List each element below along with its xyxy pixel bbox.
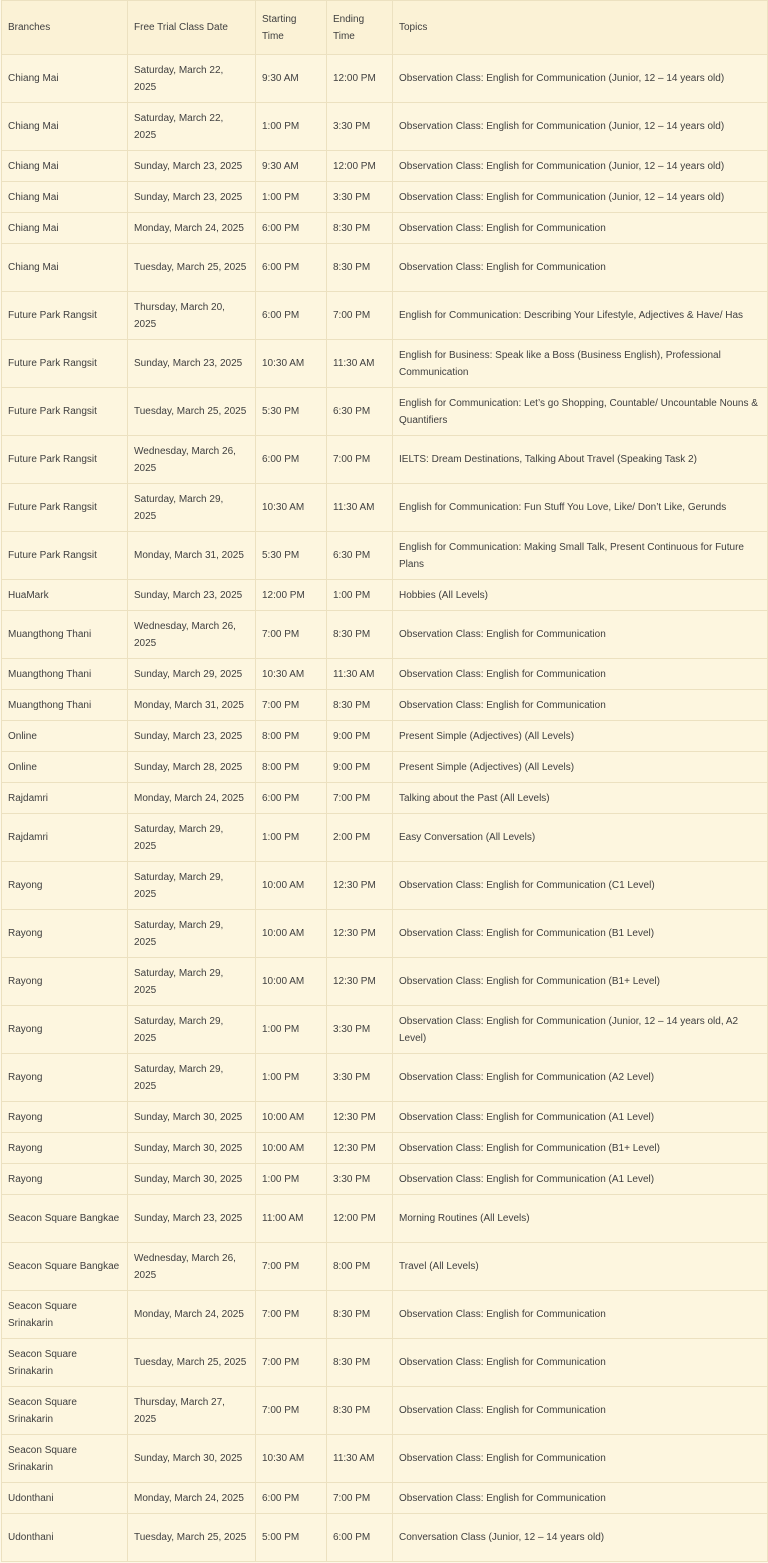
cell-date: Sunday, March 30, 2025 <box>128 1435 256 1483</box>
cell-topic: Observation Class: English for Communication <box>393 1435 768 1483</box>
cell-topic: Observation Class: English for Communication (B1 Level) <box>393 910 768 958</box>
cell-end-time: 9:00 PM <box>327 752 393 783</box>
cell-topic: Observation Class: English for Communication <box>393 1291 768 1339</box>
cell-end-time: 11:30 AM <box>327 1435 393 1483</box>
table-row <box>2 244 768 292</box>
cell-topic: Observation Class: English for Communication <box>393 1387 768 1435</box>
table-row <box>2 103 768 151</box>
cell-topic: Observation Class: English for Communication <box>393 1339 768 1387</box>
cell-start-time: 10:30 AM <box>256 1435 327 1483</box>
cell-branch: Future Park Rangsit <box>2 436 128 484</box>
cell-branch: Rayong <box>2 958 128 1006</box>
cell-topic: Observation Class: English for Communication <box>393 659 768 690</box>
cell-date: Sunday, March 23, 2025 <box>128 151 256 182</box>
cell-start-time: 6:00 PM <box>256 213 327 244</box>
table-row <box>2 1243 768 1291</box>
cell-branch: Udonthani <box>2 1514 128 1562</box>
cell-end-time: 11:30 AM <box>327 484 393 532</box>
cell-topic: Conversation Class (Junior, 12 – 14 years old) <box>393 1514 768 1562</box>
cell-branch: Chiang Mai <box>2 151 128 182</box>
cell-date: Tuesday, March 25, 2025 <box>128 1339 256 1387</box>
cell-start-time: 5:30 PM <box>256 388 327 436</box>
cell-topic: Observation Class: English for Communication (A1 Level) <box>393 1164 768 1195</box>
cell-end-time: 8:30 PM <box>327 1387 393 1435</box>
cell-start-time: 7:00 PM <box>256 611 327 659</box>
cell-branch: Seacon Square Srinakarin <box>2 1291 128 1339</box>
cell-start-time: 10:00 AM <box>256 958 327 1006</box>
cell-end-time: 6:00 PM <box>327 1514 393 1562</box>
table-row <box>2 1387 768 1435</box>
cell-start-time: 1:00 PM <box>256 103 327 151</box>
cell-topic: English for Communication: Let’s go Shopping, Countable/ Uncountable Nouns & Quantifiers <box>393 388 768 436</box>
cell-branch: Chiang Mai <box>2 244 128 292</box>
cell-date: Saturday, March 22, 2025 <box>128 103 256 151</box>
cell-branch: Future Park Rangsit <box>2 292 128 340</box>
header-branches: Branches <box>2 1 128 55</box>
cell-date: Sunday, March 29, 2025 <box>128 659 256 690</box>
cell-date: Saturday, March 29, 2025 <box>128 814 256 862</box>
cell-start-time: 7:00 PM <box>256 1339 327 1387</box>
cell-date: Tuesday, March 25, 2025 <box>128 1514 256 1562</box>
cell-date: Sunday, March 28, 2025 <box>128 752 256 783</box>
cell-branch: Rajdamri <box>2 814 128 862</box>
cell-end-time: 12:30 PM <box>327 910 393 958</box>
cell-end-time: 12:00 PM <box>327 151 393 182</box>
cell-start-time: 5:00 PM <box>256 1514 327 1562</box>
cell-start-time: 7:00 PM <box>256 1243 327 1291</box>
cell-branch: Chiang Mai <box>2 182 128 213</box>
cell-topic: Observation Class: English for Communication <box>393 1483 768 1514</box>
table-body <box>2 55 768 1562</box>
cell-topic: Present Simple (Adjectives) (All Levels) <box>393 752 768 783</box>
cell-topic: Travel (All Levels) <box>393 1243 768 1291</box>
cell-branch: Future Park Rangsit <box>2 532 128 580</box>
cell-start-time: 10:00 AM <box>256 1102 327 1133</box>
cell-branch: Muangthong Thani <box>2 611 128 659</box>
table-header <box>2 1 768 55</box>
table-row <box>2 659 768 690</box>
table-row <box>2 752 768 783</box>
header-row <box>2 1 768 55</box>
cell-start-time: 1:00 PM <box>256 1164 327 1195</box>
cell-start-time: 1:00 PM <box>256 1006 327 1054</box>
cell-date: Saturday, March 22, 2025 <box>128 55 256 103</box>
cell-branch: Online <box>2 721 128 752</box>
cell-date: Thursday, March 27, 2025 <box>128 1387 256 1435</box>
cell-start-time: 7:00 PM <box>256 690 327 721</box>
cell-end-time: 3:30 PM <box>327 103 393 151</box>
cell-end-time: 8:30 PM <box>327 690 393 721</box>
cell-topic: Observation Class: English for Communication (Junior, 12 – 14 years old) <box>393 55 768 103</box>
cell-end-time: 12:30 PM <box>327 862 393 910</box>
table-row <box>2 1006 768 1054</box>
table-row <box>2 721 768 752</box>
table-row <box>2 1054 768 1102</box>
cell-topic: Morning Routines (All Levels) <box>393 1195 768 1243</box>
cell-topic: Observation Class: English for Communication (B1+ Level) <box>393 1133 768 1164</box>
cell-branch: Rajdamri <box>2 783 128 814</box>
table-row <box>2 532 768 580</box>
cell-topic: English for Business: Speak like a Boss (Business English), Professional Communication <box>393 340 768 388</box>
cell-branch: Future Park Rangsit <box>2 484 128 532</box>
cell-date: Monday, March 31, 2025 <box>128 690 256 721</box>
table-row <box>2 213 768 244</box>
cell-start-time: 5:30 PM <box>256 532 327 580</box>
cell-topic: Observation Class: English for Communication (Junior, 12 – 14 years old) <box>393 103 768 151</box>
table-row <box>2 292 768 340</box>
cell-end-time: 9:00 PM <box>327 721 393 752</box>
cell-start-time: 10:30 AM <box>256 659 327 690</box>
cell-start-time: 6:00 PM <box>256 244 327 292</box>
cell-branch: Chiang Mai <box>2 103 128 151</box>
free-trial-schedule-table <box>1 0 768 1562</box>
cell-date: Thursday, March 20, 2025 <box>128 292 256 340</box>
table-row <box>2 690 768 721</box>
cell-date: Monday, March 24, 2025 <box>128 213 256 244</box>
table-row <box>2 1164 768 1195</box>
cell-start-time: 8:00 PM <box>256 752 327 783</box>
cell-topic: IELTS: Dream Destinations, Talking About Travel (Speaking Task 2) <box>393 436 768 484</box>
cell-date: Sunday, March 30, 2025 <box>128 1164 256 1195</box>
cell-end-time: 6:30 PM <box>327 532 393 580</box>
cell-date: Saturday, March 29, 2025 <box>128 1054 256 1102</box>
table-row <box>2 814 768 862</box>
cell-end-time: 3:30 PM <box>327 1006 393 1054</box>
cell-topic: Observation Class: English for Communication <box>393 244 768 292</box>
cell-branch: Seacon Square Bangkae <box>2 1195 128 1243</box>
table-row <box>2 580 768 611</box>
cell-end-time: 3:30 PM <box>327 1054 393 1102</box>
cell-end-time: 8:30 PM <box>327 244 393 292</box>
cell-date: Monday, March 24, 2025 <box>128 783 256 814</box>
cell-end-time: 12:30 PM <box>327 1102 393 1133</box>
cell-branch: Chiang Mai <box>2 213 128 244</box>
cell-start-time: 8:00 PM <box>256 721 327 752</box>
cell-date: Monday, March 31, 2025 <box>128 532 256 580</box>
cell-start-time: 6:00 PM <box>256 292 327 340</box>
table-row <box>2 862 768 910</box>
table-row <box>2 1483 768 1514</box>
cell-branch: Rayong <box>2 1006 128 1054</box>
cell-start-time: 10:00 AM <box>256 1133 327 1164</box>
cell-end-time: 12:00 PM <box>327 1195 393 1243</box>
cell-branch: Seacon Square Bangkae <box>2 1243 128 1291</box>
cell-topic: Observation Class: English for Communication (B1+ Level) <box>393 958 768 1006</box>
cell-date: Tuesday, March 25, 2025 <box>128 244 256 292</box>
header-date: Free Trial Class Date <box>128 1 256 55</box>
cell-start-time: 1:00 PM <box>256 182 327 213</box>
cell-topic: English for Communication: Making Small Talk, Present Continuous for Future Plans <box>393 532 768 580</box>
cell-topic: Present Simple (Adjectives) (All Levels) <box>393 721 768 752</box>
table-row <box>2 958 768 1006</box>
cell-start-time: 7:00 PM <box>256 1291 327 1339</box>
table-row <box>2 340 768 388</box>
cell-end-time: 7:00 PM <box>327 436 393 484</box>
table-row <box>2 55 768 103</box>
cell-branch: HuaMark <box>2 580 128 611</box>
cell-topic: Observation Class: English for Communication (Junior, 12 – 14 years old, A2 Level) <box>393 1006 768 1054</box>
cell-start-time: 6:00 PM <box>256 783 327 814</box>
cell-date: Sunday, March 23, 2025 <box>128 182 256 213</box>
cell-topic: Talking about the Past (All Levels) <box>393 783 768 814</box>
cell-date: Sunday, March 30, 2025 <box>128 1133 256 1164</box>
cell-end-time: 7:00 PM <box>327 783 393 814</box>
cell-date: Sunday, March 23, 2025 <box>128 340 256 388</box>
table-row <box>2 1195 768 1243</box>
table-row <box>2 1291 768 1339</box>
cell-branch: Rayong <box>2 910 128 958</box>
cell-end-time: 3:30 PM <box>327 1164 393 1195</box>
cell-branch: Future Park Rangsit <box>2 388 128 436</box>
table-row <box>2 783 768 814</box>
cell-topic: Observation Class: English for Communication (Junior, 12 – 14 years old) <box>393 182 768 213</box>
cell-end-time: 12:30 PM <box>327 958 393 1006</box>
cell-branch: Chiang Mai <box>2 55 128 103</box>
cell-date: Sunday, March 23, 2025 <box>128 1195 256 1243</box>
cell-topic: Observation Class: English for Communication <box>393 690 768 721</box>
cell-branch: Seacon Square Srinakarin <box>2 1435 128 1483</box>
cell-start-time: 9:30 AM <box>256 55 327 103</box>
cell-end-time: 8:30 PM <box>327 213 393 244</box>
cell-start-time: 10:00 AM <box>256 862 327 910</box>
cell-branch: Muangthong Thani <box>2 690 128 721</box>
cell-start-time: 11:00 AM <box>256 1195 327 1243</box>
cell-date: Sunday, March 23, 2025 <box>128 721 256 752</box>
cell-start-time: 10:30 AM <box>256 484 327 532</box>
cell-branch: Online <box>2 752 128 783</box>
cell-date: Saturday, March 29, 2025 <box>128 862 256 910</box>
header-end-time: Ending Time <box>327 1 393 55</box>
cell-branch: Rayong <box>2 1102 128 1133</box>
cell-end-time: 3:30 PM <box>327 182 393 213</box>
cell-branch: Rayong <box>2 1133 128 1164</box>
cell-topic: English for Communication: Fun Stuff You Love, Like/ Don’t Like, Gerunds <box>393 484 768 532</box>
cell-end-time: 1:00 PM <box>327 580 393 611</box>
cell-end-time: 8:00 PM <box>327 1243 393 1291</box>
cell-topic: Observation Class: English for Communication (C1 Level) <box>393 862 768 910</box>
cell-start-time: 6:00 PM <box>256 436 327 484</box>
cell-branch: Rayong <box>2 862 128 910</box>
table-row <box>2 1133 768 1164</box>
cell-end-time: 8:30 PM <box>327 1291 393 1339</box>
cell-branch: Seacon Square Srinakarin <box>2 1387 128 1435</box>
cell-end-time: 7:00 PM <box>327 1483 393 1514</box>
cell-start-time: 1:00 PM <box>256 814 327 862</box>
cell-topic: Observation Class: English for Communication (A2 Level) <box>393 1054 768 1102</box>
cell-branch: Seacon Square Srinakarin <box>2 1339 128 1387</box>
cell-branch: Rayong <box>2 1164 128 1195</box>
cell-date: Monday, March 24, 2025 <box>128 1483 256 1514</box>
cell-date: Saturday, March 29, 2025 <box>128 1006 256 1054</box>
table-row <box>2 484 768 532</box>
cell-end-time: 12:30 PM <box>327 1133 393 1164</box>
header-start-time: Starting Time <box>256 1 327 55</box>
cell-end-time: 11:30 AM <box>327 340 393 388</box>
cell-start-time: 7:00 PM <box>256 1387 327 1435</box>
table-row <box>2 1102 768 1133</box>
cell-topic: Easy Conversation (All Levels) <box>393 814 768 862</box>
cell-date: Saturday, March 29, 2025 <box>128 958 256 1006</box>
cell-start-time: 12:00 PM <box>256 580 327 611</box>
cell-topic: Observation Class: English for Communication (A1 Level) <box>393 1102 768 1133</box>
cell-date: Saturday, March 29, 2025 <box>128 484 256 532</box>
cell-end-time: 11:30 AM <box>327 659 393 690</box>
schedule-table-wrapper <box>1 0 767 1562</box>
table-row <box>2 1514 768 1562</box>
cell-topic: English for Communication: Describing Your Lifestyle, Adjectives & Have/ Has <box>393 292 768 340</box>
header-topics: Topics <box>393 1 768 55</box>
cell-date: Wednesday, March 26, 2025 <box>128 1243 256 1291</box>
cell-topic: Observation Class: English for Communication <box>393 213 768 244</box>
cell-end-time: 6:30 PM <box>327 388 393 436</box>
cell-date: Monday, March 24, 2025 <box>128 1291 256 1339</box>
cell-end-time: 2:00 PM <box>327 814 393 862</box>
table-row <box>2 910 768 958</box>
cell-branch: Udonthani <box>2 1483 128 1514</box>
cell-start-time: 10:30 AM <box>256 340 327 388</box>
cell-topic: Observation Class: English for Communication (Junior, 12 – 14 years old) <box>393 151 768 182</box>
cell-branch: Future Park Rangsit <box>2 340 128 388</box>
cell-branch: Muangthong Thani <box>2 659 128 690</box>
cell-topic: Observation Class: English for Communication <box>393 611 768 659</box>
table-row <box>2 611 768 659</box>
cell-date: Sunday, March 23, 2025 <box>128 580 256 611</box>
cell-date: Tuesday, March 25, 2025 <box>128 388 256 436</box>
cell-end-time: 8:30 PM <box>327 611 393 659</box>
cell-start-time: 1:00 PM <box>256 1054 327 1102</box>
table-row <box>2 388 768 436</box>
cell-branch: Rayong <box>2 1054 128 1102</box>
table-row <box>2 182 768 213</box>
cell-start-time: 9:30 AM <box>256 151 327 182</box>
cell-date: Wednesday, March 26, 2025 <box>128 436 256 484</box>
cell-start-time: 6:00 PM <box>256 1483 327 1514</box>
cell-end-time: 12:00 PM <box>327 55 393 103</box>
table-row <box>2 151 768 182</box>
table-row <box>2 1339 768 1387</box>
cell-topic: Hobbies (All Levels) <box>393 580 768 611</box>
cell-date: Sunday, March 30, 2025 <box>128 1102 256 1133</box>
cell-end-time: 8:30 PM <box>327 1339 393 1387</box>
cell-date: Wednesday, March 26, 2025 <box>128 611 256 659</box>
table-row <box>2 1435 768 1483</box>
cell-start-time: 10:00 AM <box>256 910 327 958</box>
table-row <box>2 436 768 484</box>
cell-date: Saturday, March 29, 2025 <box>128 910 256 958</box>
cell-end-time: 7:00 PM <box>327 292 393 340</box>
